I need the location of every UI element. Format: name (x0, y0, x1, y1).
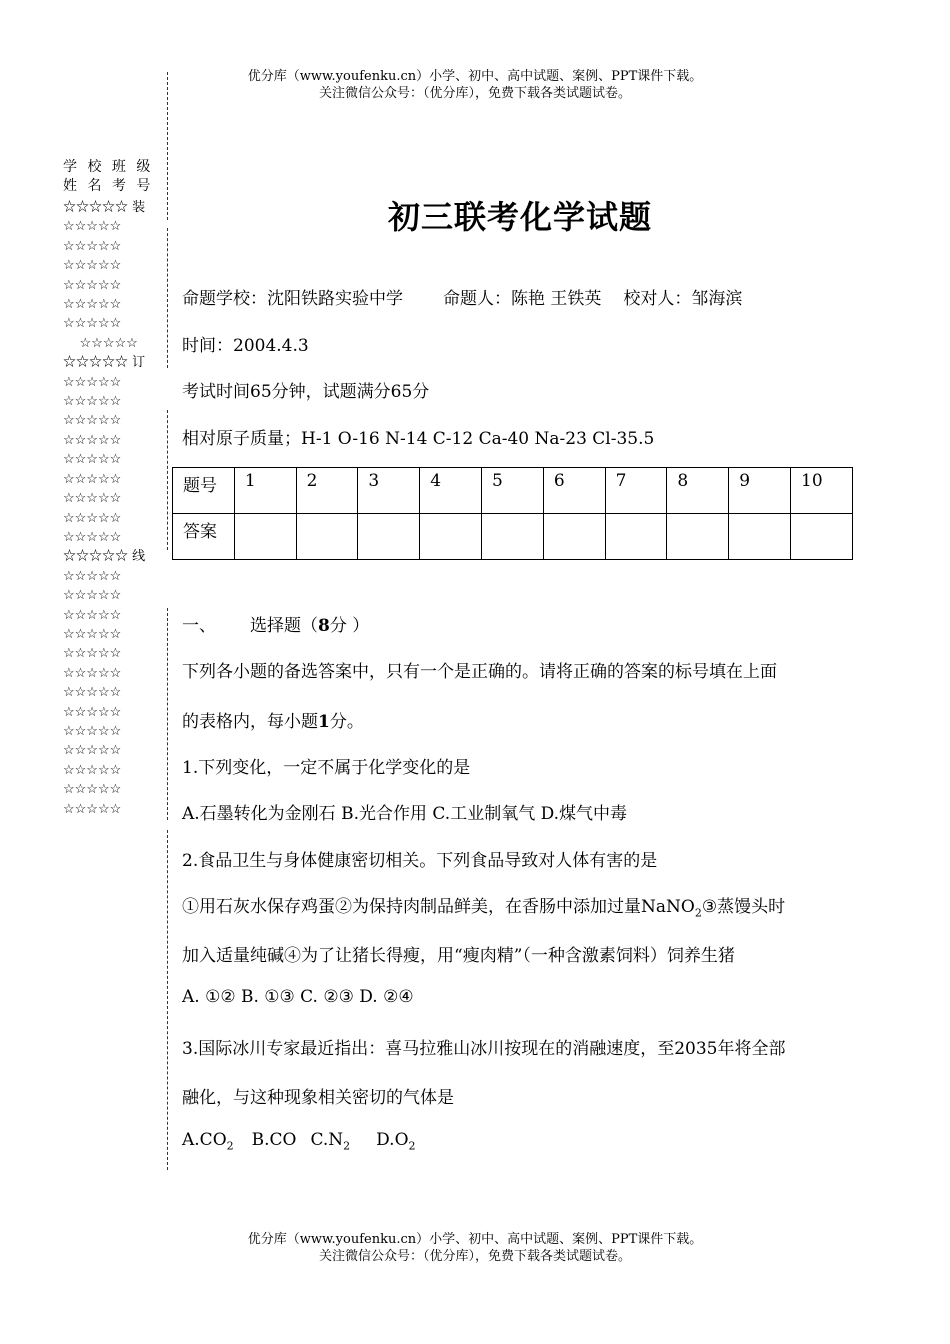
top-banner (0, 68, 950, 102)
answer-cell[interactable] (667, 514, 729, 560)
question-3-line-2: 融化，与这种现象相关密切的气体是 (182, 1088, 454, 1108)
section-score: 8 (318, 616, 330, 636)
option-d: D.O (376, 1130, 409, 1150)
subscript: 2 (343, 1139, 351, 1153)
option-b: B.CO (251, 1130, 297, 1150)
question-3-line-1: 3.国际冰川专家最近指出：喜马拉雅山冰川按现在的消融速度，至2035年将全部 (182, 1039, 786, 1059)
question-number-cell: 4 (420, 468, 482, 514)
question-2-line-1 (182, 892, 785, 919)
subscript: 2 (694, 906, 702, 920)
answer-cell[interactable] (605, 514, 667, 560)
question-number-cell: 7 (605, 468, 667, 514)
school-text: 命题学校：沈阳铁路实验中学 (182, 289, 403, 309)
name-number-label: 姓 名 考 号 (63, 178, 154, 194)
page-title: 初三联考化学试题 (387, 198, 652, 236)
answer-table (172, 467, 853, 560)
question-number-cell: 1 (234, 468, 296, 514)
table-row (173, 468, 853, 514)
binding-line (167, 830, 168, 1170)
question-number-cell: 8 (667, 468, 729, 514)
question-3-options (182, 1130, 416, 1152)
question-2-line-2: 加入适量纯碱④为了让猪长得瘦，用“瘦肉精”（一种含激素饲料）饲养生猪 (182, 946, 735, 966)
answer-cell[interactable] (482, 514, 544, 560)
answer-cell[interactable] (543, 514, 605, 560)
question-number-cell: 5 (482, 468, 544, 514)
banner-line-2: 关注微信公众号：（优分库），免费下载各类试题试卷。 (318, 1249, 631, 1264)
question-2-stem: 2.食品卫生与身体健康密切相关。下列食品导致对人体有害的是 (182, 851, 658, 871)
answer-cell[interactable] (296, 514, 358, 560)
proofreader-text: 校对人：邹海滨 (623, 289, 743, 309)
student-info-labels (63, 158, 153, 196)
question-1-stem: 1.下列变化，一定不属于化学变化的是 (182, 758, 471, 778)
option-c: C.N (310, 1130, 344, 1150)
question-text: ①用石灰水保存鸡蛋②为保持肉制品鲜美，在香肠中添加过量NaNO (182, 897, 695, 917)
instruction-line-1: 下列各小题的备选答案中，只有一个是正确的。请将正确的答案的标号填在上面 (182, 662, 777, 682)
section-title-pre: 选择题（ (250, 616, 318, 636)
section-heading (182, 611, 369, 636)
answer-cell[interactable] (791, 514, 853, 560)
answer-cell[interactable] (358, 514, 420, 560)
question-2-options: A. ①② B. ①③ C. ②③ D. ②④ (182, 987, 414, 1007)
authors-text: 命题人：陈艳 王铁英 (443, 289, 602, 309)
question-number-cell: 3 (358, 468, 420, 514)
date-line: 时间：2004.4.3 (182, 336, 309, 356)
binding-line (167, 72, 168, 220)
question-1-options: A.石墨转化为金刚石 B.光合作用 C.工业制氧气 D.煤气中毒 (182, 804, 628, 824)
question-number-cell: 9 (729, 468, 791, 514)
binding-line (167, 410, 168, 550)
question-number-cell: 6 (543, 468, 605, 514)
section-title-post: 分 ） (329, 616, 370, 636)
school-class-label: 学 校 班 级 (63, 159, 154, 175)
banner-line-2: 关注微信公众号：（优分库），免费下载各类试题试卷。 (318, 86, 631, 101)
atomic-mass-line: 相对原子质量；H-1 O-16 N-14 C-12 Ca-40 Na-23 Cl-35.5 (182, 429, 655, 449)
question-number-cell: 2 (296, 468, 358, 514)
bottom-banner (0, 1231, 950, 1265)
answer-cell[interactable] (234, 514, 296, 560)
question-number-cell: 10 (791, 468, 853, 514)
section-number: 一、 (182, 616, 216, 636)
table-row (173, 514, 853, 560)
table-header-cell: 题号 (173, 468, 235, 514)
instruction-text: 分。 (329, 712, 364, 732)
per-question-score: 1 (318, 712, 330, 732)
subscript: 2 (408, 1139, 416, 1153)
instruction-text: 的表格内，每小题 (182, 712, 318, 732)
banner-line-1: 优分库（www.youfenku.cn）小学、初中、高中试题、案例、PPT课件下载。 (247, 69, 703, 84)
table-header-cell: 答案 (173, 514, 235, 560)
answer-cell[interactable] (420, 514, 482, 560)
instruction-line-2 (182, 707, 364, 732)
answer-cell[interactable] (729, 514, 791, 560)
question-text: ③蒸馒头时 (701, 897, 786, 917)
duration-line: 考试时间65分钟，试题满分65分 (182, 382, 430, 402)
binding-stars: ☆☆☆☆☆ 装 ☆☆☆☆☆ ☆☆☆☆☆ ☆☆☆☆☆ ☆☆☆☆☆ ☆☆☆☆☆ ☆☆☆☆☆ ☆☆☆☆☆ ☆☆☆☆☆ 订 ☆☆☆☆☆ ☆☆☆☆☆ ☆☆☆☆☆ ☆☆☆☆☆ ☆☆☆☆☆ ☆☆☆☆☆ ☆☆☆☆☆ ☆☆☆☆☆ ☆☆☆☆☆ ☆☆☆☆☆ 线 ☆☆☆☆☆ ☆☆☆☆☆ ☆☆☆☆☆ ☆☆☆☆☆ ☆☆☆☆☆ ☆☆☆☆☆ ☆☆☆☆☆ ☆☆☆☆☆ ☆☆☆☆☆ ☆☆☆☆☆ ☆☆☆☆☆ ☆☆☆☆☆ ☆☆☆☆☆ (63, 200, 146, 817)
binding-line (167, 228, 168, 368)
banner-line-1: 优分库（www.youfenku.cn）小学、初中、高中试题、案例、PPT课件下载。 (247, 1232, 703, 1247)
author-line (182, 284, 742, 309)
binding-line (167, 608, 168, 820)
option-a: A.CO (182, 1130, 227, 1150)
subscript: 2 (226, 1139, 234, 1153)
